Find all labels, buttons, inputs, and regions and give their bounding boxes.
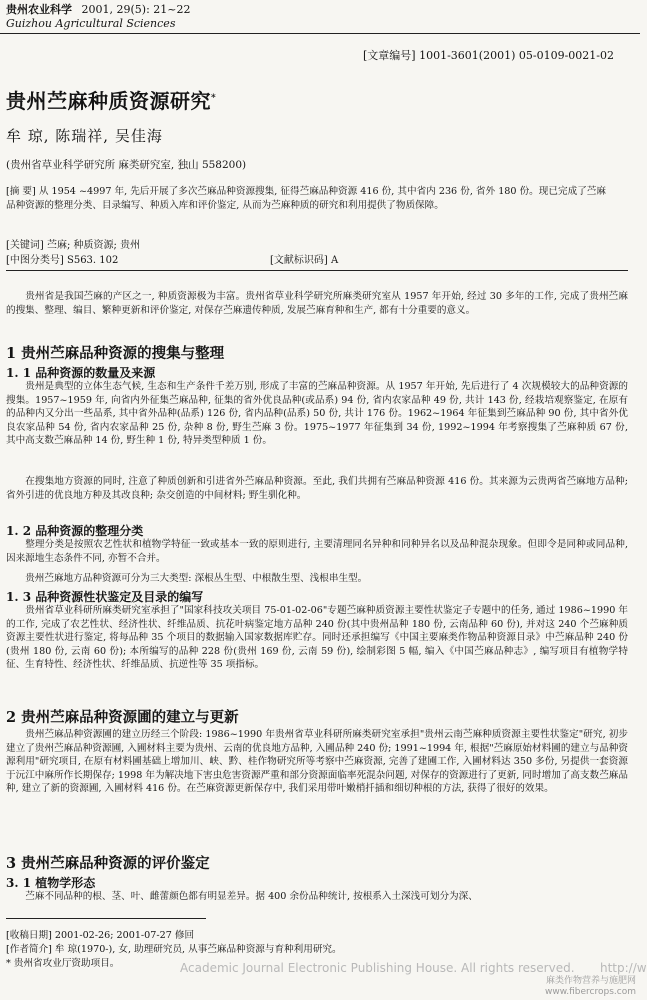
clc-number: [中图分类号] S563. 102 [6,255,119,266]
publisher-watermark-url: http://w [600,961,647,975]
section-1-2-paragraph-1: 整理分类是按照农艺性状和植物学特征一致或基本一致的原则进行, 主要清理同名异种和同种异名以及品种混杂现象。但即令是同种或同品种, 因来源地生态条件不同, 亦暂不合并。 [6,539,628,564]
page-title [6,85,216,114]
site-watermark-cn: 麻类作物营养与施肥网 [545,976,636,986]
title-footnote-mark: * [211,93,217,104]
section-1-3-heading: 1. 3 品种资源性状鉴定及目录的编写 [6,590,204,604]
section-1-1-heading: 1. 1 品种资源的数量及来源 [6,366,156,380]
abstract-rule [6,270,628,271]
site-watermark-url: www.fibercrops.com [545,987,636,997]
section-1-1-paragraph-1: 贵州是典型的立体生态气候, 生态和生产条件千差万别, 形成了丰富的苎麻品种资源。从 1957 年开始, 先后进行了 4 次规模较大的品种资源的搜集。1957~1959 年, 向省内外征集苎麻品种, 征集的省外优良品种(或品系) 94 份, 省内农家品种 49 份, 共计 143 份, 经栽培观察鉴定, 在原有的品种内又分出一些品系, 其中省外品种(品系) 126 份, 省内品种(品系) 50 份, 共计 176 份。1962~1964 年征集到苎麻品种 90 份, 其中省外优良农家品种 54 份, 省内农家品种 25 份, 杂种 8 份, 野生苎麻 3 份。1975~1977 年征集到 34 份, 1992~1994 年考察搜集了苎麻种质 67 份, 其中高支数苎麻品种 14 份, 野生种 1 份, 特异类型种质 1 份。 [6,381,628,447]
section-2-heading: 2 贵州苎麻品种资源圃的建立与更新 [6,709,239,726]
section-1-heading: 1 贵州苎麻品种资源的搜集与整理 [6,345,225,362]
affiliation: (贵州省草业科学研究所 麻类研究室, 独山 558200) [6,159,247,171]
journal-name-en: Guizhou Agricultural Sciences [6,17,176,30]
section-2-paragraph-1: 贵州苎麻品种资源圃的建立历经三个阶段: 1986~1990 年贵州省草业科研所麻类研究室承担"贵州云南苎麻种质资源主要性状鉴定"研究, 初步建立了贵州苎麻品种资源圃, 入圃材料主要为贵州、云南的优良地方品种, 入圃品种 240 份; 1991~1994 年, 根据"苎麻原始材料圃的建立与品种资源利用"研究项目, 在原有材料圃基础上增加川、峡、黔、桂作物研究所等考察中苎麻资源, 完善了建圃工作, 入圃材料达 350 多份, 另提供一套资源于沅江中麻所作长期保存; 1998 年为解决地下害虫危害资源严重和部分资源面临率死混杂问题, 对保存的资源进行了更新, 同时增加了高支数苎麻品种, 建立了新的资源圃, 入圃材料 416 份。在苎麻资源更新保存中, 我们采用带叶嫩梢扦插和细切种根的方法, 获得了很好的效果。 [6,729,628,795]
section-3-heading: 3 贵州苎麻品种资源的评价鉴定 [6,855,210,872]
section-1-3-paragraph-1: 贵州省草业科研所麻类研究室承担了"国家科技攻关项目 75-01-02-06"专题苎麻种质资源主要性状鉴定子专题中的任务, 通过 1986~1990 年的工作, 完成了农艺性状、经济性状、纤维品质、抗花叶病鉴定地方品种 240 份(其中贵州品种 180 份, 云南品种 60 份), 并对这 240 个苎麻种质资源主要性状进行鉴定, 将每品种 35 个项目的数据输入国家数据库贮存。同时还承担编写《中国主要麻类作物品种资源目录》中苎麻品种 240 份(贵州 180 份, 云南 60 份); 本所编写的品种 228 份(贵州 169 份, 云南 59 份), 绘制彩图 5 幅, 编入《中国苎麻品种志》, 编写项目有植物学特征、生育特性、经济性状、纤维品质、抗逆性等 35 项指标。 [6,605,628,671]
publisher-watermark: Academic Journal Electronic Publishing House. All rights reserved. [180,961,575,975]
footnote-author: [作者简介] 牟 琼(1970-), 女, 助理研究员, 从事苎麻品种资源与育种利用研究。 [6,944,342,955]
article-code: [文章编号] 1001-3601(2001) 05-0109-0021-02 [363,49,614,62]
journal-header [6,3,190,16]
journal-name-cn: 贵州农业科学 [6,3,72,16]
section-1-2-paragraph-2: 贵州苎麻地方品种资源可分为三大类型: 深根丛生型、中根散生型、浅根串生型。 [25,573,368,584]
abstract: [摘 要] 从 1954 ~4997 年, 先后开展了多次苎麻品种资源搜集, 征得苎麻品种资源 416 份, 其中省内 236 份, 省外 180 份。现已完成了苎麻品种资源的整理分类、目录编写、种质入库和评价鉴定, 从而为苎麻种质的研究和利用提供了物质保障。 [6,186,606,211]
keywords: [关键词] 苎麻; 种质资源; 贵州 [6,240,141,251]
section-3-1-heading: 3. 1 植物学形态 [6,876,96,890]
doc-code: [文献标识码] A [270,255,339,266]
journal-issue: 2001, 29(5): 21~22 [81,3,191,16]
intro-paragraph: 贵州省是我国苎麻的产区之一, 种质资源极为丰富。贵州省草业科学研究所麻类研究室从 1957 年开始, 经过 30 多年的工作, 完成了贵州苎麻的搜集、整理、编目、繁种更新和评价鉴定, 对保存苎麻遗传种质, 发展苎麻育种和生产, 都有十分重要的意义。 [6,291,628,316]
footnote-received: [收稿日期] 2001-02-26; 2001-07-27 修回 [6,930,195,941]
header-rule [0,33,640,34]
footnote-funding: * 贵州省攻业厅资助项目。 [6,958,120,969]
section-3-1-paragraph-1: 苎麻不同品种的根、茎、叶、雌蕾颜色都有明显差异。据 400 余份品种统计, 按根系入土深浅可划分为深、 [25,891,478,902]
section-1-2-heading: 1. 2 品种资源的整理分类 [6,524,144,538]
footnote-rule [6,918,206,919]
title-text: 贵州苎麻种质资源研究 [6,89,211,113]
site-watermark [545,976,636,998]
authors: 牟 琼, 陈瑞祥, 吴佳海 [6,127,163,145]
section-1-1-paragraph-2: 在搜集地方资源的同时, 注意了种质创新和引进省外苎麻品种资源。至此, 我们共拥有苎麻品种资源 416 份。其来源为云贵两省苎麻地方品种; 省外引进的优良地方种及其改良种; 杂交创造的中间材料; 野生驯化种。 [6,476,628,501]
